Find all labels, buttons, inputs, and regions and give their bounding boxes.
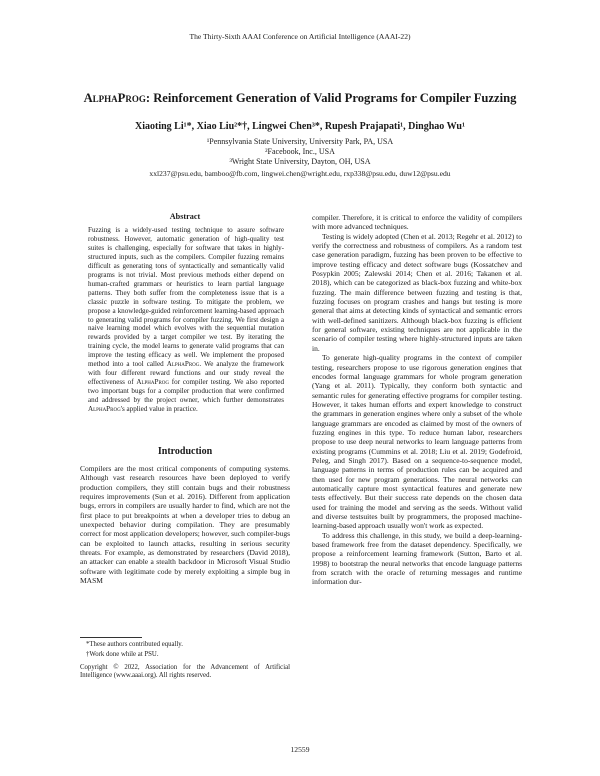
right-paragraph-3: To generate high-quality programs in the context of compiler testing, researchers propose to use rigorous generation engines that encodes formal language grammars for whole program generation (Yang et al. 2011). Typically, they conform both syntactic and semantic rules for generating effective programs for compiler testing. However, it takes human efforts and expert knowledge to construct the grammars in generation engines where only a subset of the whole language grammars are encoded as claimed by most of the owners of fuzzing engines in this type. To reduce human labor, researchers propose to use deep neural networks to learn language patterns from existing programs (Cummins et al. 2018; Liu et al. 2019; Godefroid, Peleg, and Singh 2017). Based on a sequence-to-sequence model, language patterns in terms of production rules can be acquired and then used for new program generations. The neural networks can automatically capture most syntactical features and generate new tests effectively. But their success rate depends on the chosen data used for training the model and serving as the seeds. Without valid and diverse testsuites built by programmers, the proposed machine-learning-based approach usually won't work as expected. (312, 353, 522, 531)
title-rest: : Reinforcement Generation of Valid Programs for Compiler Fuzzing (145, 91, 517, 105)
right-paragraph-4: To address this challenge, in this study, we build a deep-learning-based framework free from the dataset dependency. Specifically, we propose a reinforcement learning framework (Sutton, Barto et al. 1998) to bootstrap the neural networks that encode language patterns from scratch with the oracle of returning messages and runtime information dur- (312, 530, 522, 587)
abstract-body: Fuzzing is a widely-used testing technique to assure software robustness. However, automatic generation of high-quality test suites is challenging, especially for software that takes in highly-structured inputs, such as the compilers. Compiler fuzzing remains difficult as generating tons of syntactically and semantically valid programs is not trivial. Most previous methods either depend on human-crafted grammars or heuristics to learn partial language patterns. They both suffer from the completeness issue that is a classic puzzle in software testing. To mitigate the problem, we propose a knowledge-guided reinforcement learning-based approach to generating valid programs for compiler fuzzing. We first design a naive learning model which evolves with the sequential mutation rewards provided by a target compiler we test. By iterating the training cycle, the model learns to generate valid programs that can improve the testing efficacy as well. We implement the proposed method into a tool called AlphaProg. We analyze the framework with four different reward functions and our study reveal the effectiveness of AlphaProg for compiler testing. We also reported two important bugs for a compiler production that were confirmed and addressed by the project owner, which further demonstrates AlphaProg's applied value in practice. (88, 226, 284, 414)
right-paragraph-1: compiler. Therefore, it is critical to enforce the validity of compilers with more advanced techniques. (312, 213, 522, 232)
footnote-psu: †Work done while at PSU. (86, 651, 159, 658)
paper-title (20, 91, 580, 106)
right-column (312, 213, 522, 587)
right-paragraph-2: Testing is widely adopted (Chen et al. 2013; Regehr et al. 2012) to verify the correctness and robustness of compilers. As a random test case generation paradigm, fuzzing has been proven to be effective to improve testing efficacy and detect software bugs (Kossatchev and Posypkin 2005; Zalewski 2014; Chen et al. 2016; Takanen et al. 2018), which can be categorized as black-box fuzzing and white-box fuzzing. The main difference between fuzzing and testing is that, fuzzing focuses on program crashes and hangs but testing is more general that aims at detecting kinds of syntactical and semantic errors with well-defined sanitizers. Although black-box fuzzing is efficient for general software, existing techniques are not applicable in the scenario of compiler testing where highly-structured inputs are taken in. (312, 231, 522, 353)
abstract-heading: Abstract (169, 212, 201, 221)
copyright-notice: Copyright © 2022, Association for the Advancement of Artificial Intelligence (www.aaai.org). All rights reserved. (80, 664, 290, 680)
affiliation-2: ²Facebook, Inc., USA (265, 147, 335, 156)
introduction-heading: Introduction (157, 446, 213, 457)
author-list: Xiaoting Li¹*, Xiao Liu²*†, Lingwei Chen³*, Rupesh Prajapati¹, Dinghao Wu¹ (135, 121, 465, 132)
title-system-name: AlphaProg (83, 91, 146, 105)
conference-header: The Thirty-Sixth AAAI Conference on Artificial Intelligence (AAAI-22) (189, 32, 411, 41)
affiliation-1: ¹Pennsylvania State University, University Park, PA, USA (206, 137, 394, 146)
footnote-equal-contribution: *These authors contributed equally. (86, 641, 183, 648)
author-emails: xxl237@psu.edu, bamboo@fb.com, lingwei.chen@wright.edu, rxp338@psu.edu, duw12@psu.edu (149, 169, 451, 178)
introduction-body: Compilers are the most critical components of computing systems. Although vast research resources have been deployed to verify production compilers, they still contain bugs and their robustness requires improvements (Sun et al. 2016). Different from application bugs, errors in compilers are usually harder to find, which are not the first place to put breakpoints at when a developer tries to debug an unexpected behavior during compilation. They are presumably correct for most application developers; however, such compiler-bugs can be exploited to launch attacks, resulting in serious security threats. For example, as demonstrated by researchers (David 2018), an attacker can enable a stealth backdoor in Microsoft Visual Studio software with legitimate code by merely exploiting a simple bug in MASM (80, 464, 290, 586)
affiliation-3: ³Wright State University, Dayton, OH, USA (229, 157, 371, 166)
page-number: 12559 (290, 745, 310, 754)
footnote-rule (80, 637, 142, 638)
